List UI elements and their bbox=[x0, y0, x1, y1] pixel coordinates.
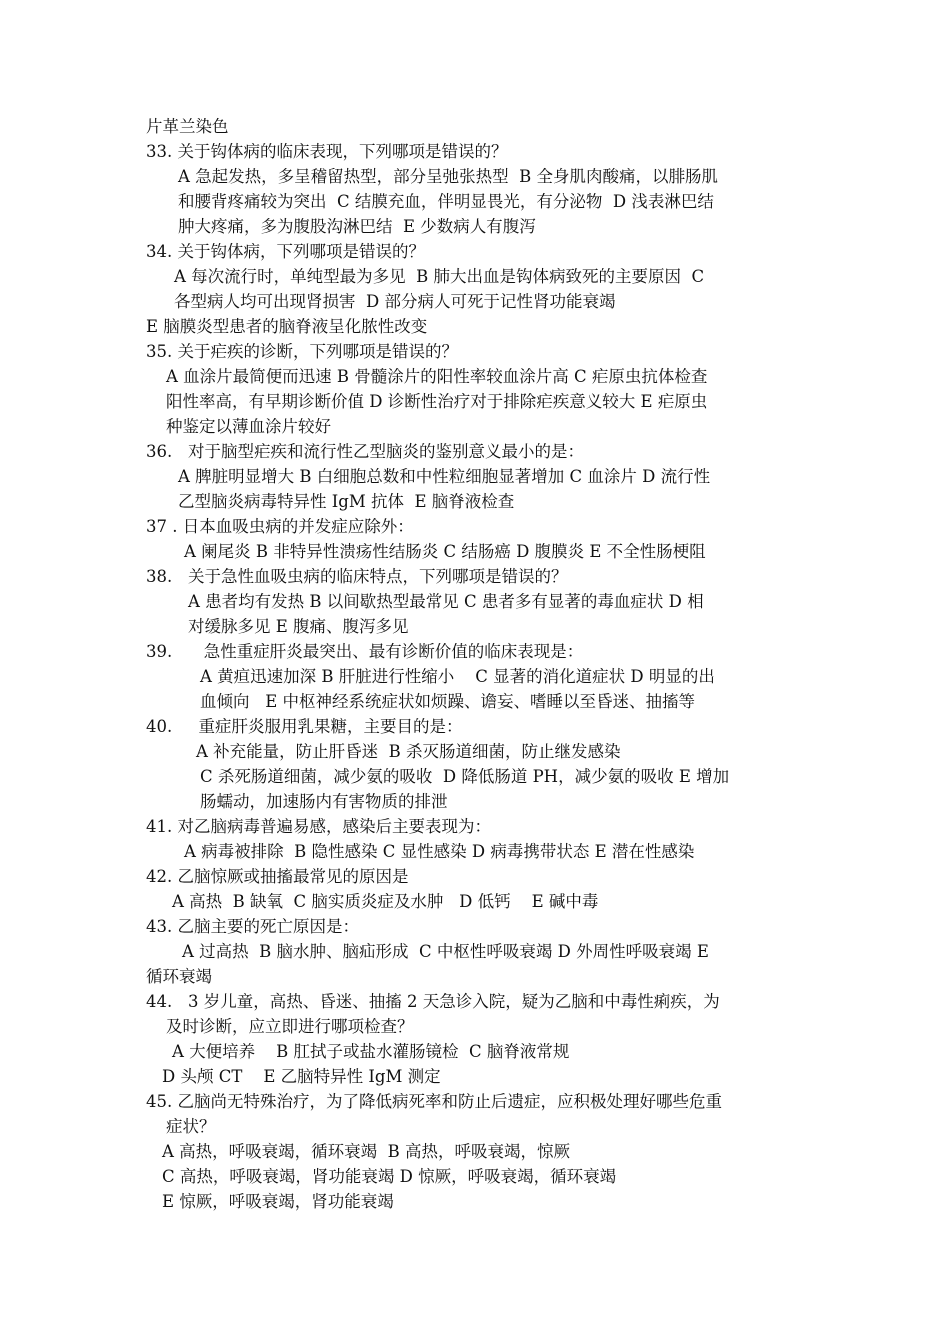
text-line: A 阑尾炎 B 非特异性溃疡性结肠炎 C 结肠癌 D 腹膜炎 E 不全性肠梗阻 bbox=[184, 542, 706, 561]
text-line: A 黄疸迅速加深 B 肝脏进行性缩小 C 显著的消化道症状 D 明显的出 bbox=[200, 667, 715, 686]
text-line: E 脑膜炎型患者的脑脊液呈化脓性改变 bbox=[146, 317, 428, 336]
text-line: A 过高热 B 脑水肿、脑疝形成 C 中枢性呼吸衰竭 D 外周性呼吸衰竭 E bbox=[182, 942, 709, 961]
text-line: A 每次流行时，单纯型最为多见 B 肺大出血是钩体病致死的主要原因 C bbox=[174, 267, 705, 286]
text-line: A 病毒被排除 B 隐性感染 C 显性感染 D 病毒携带状态 E 潜在性感染 bbox=[184, 842, 695, 861]
question-38: 38. 关于急性血吸虫病的临床特点，下列哪项是错误的？ bbox=[146, 567, 568, 586]
question-36: 36. 对于脑型疟疾和流行性乙型脑炎的鉴别意义最小的是： bbox=[146, 442, 584, 461]
text-line: C 高热，呼吸衰竭，肾功能衰竭 D 惊厥，呼吸衰竭，循环衰竭 bbox=[162, 1167, 617, 1186]
question-40: 40. 重症肝炎服用乳果糖，主要目的是： bbox=[146, 717, 463, 736]
text-line: 片革兰染色 bbox=[146, 117, 229, 136]
text-line: A 高热 B 缺氧 C 脑实质炎症及水肿 D 低钙 E 碱中毒 bbox=[172, 892, 599, 911]
question-33: 33. 关于钩体病的临床表现，下列哪项是错误的？ bbox=[146, 142, 508, 161]
text-line: A 补充能量，防止肝昏迷 B 杀灭肠道细菌，防止继发感染 bbox=[196, 742, 621, 761]
question-45: 45. 乙脑尚无特殊治疗，为了降低病死率和防止后遗症，应积极处理好哪些危重 bbox=[146, 1092, 722, 1111]
text-line: 阳性率高，有早期诊断价值 D 诊断性治疗对于排除疟疾意义较大 E 疟原虫 bbox=[166, 392, 708, 411]
text-line: 症状？ bbox=[166, 1117, 216, 1136]
text-line: C 杀死肠道细菌，减少氨的吸收 D 降低肠道 PH，减少氨的吸收 E 增加 bbox=[200, 767, 730, 786]
text-line: A 脾脏明显增大 B 白细胞总数和中性粒细胞显著增加 C 血涂片 D 流行性 bbox=[178, 467, 711, 486]
question-43: 43. 乙脑主要的死亡原因是： bbox=[146, 917, 359, 936]
text-line: A 急起发热，多呈稽留热型，部分呈弛张热型 B 全身肌肉酸痛，以腓肠肌 bbox=[178, 167, 719, 186]
question-41: 41. 对乙脑病毒普遍易感，感染后主要表现为： bbox=[146, 817, 491, 836]
question-42: 42. 乙脑惊厥或抽搐最常见的原因是 bbox=[146, 867, 409, 886]
text-line: 和腰背疼痛较为突出 C 结膜充血，伴明显畏光，有分泌物 D 浅表淋巴结 bbox=[178, 192, 714, 211]
text-line: E 惊厥，呼吸衰竭，肾功能衰竭 bbox=[162, 1192, 394, 1211]
text-line: D 头颅 CT E 乙脑特异性 IgM 测定 bbox=[162, 1067, 441, 1086]
question-39: 39. 急性重症肝炎最突出、最有诊断价值的临床表现是： bbox=[146, 642, 584, 661]
question-35: 35. 关于疟疾的诊断，下列哪项是错误的？ bbox=[146, 342, 458, 361]
text-line: 及时诊断，应立即进行哪项检查？ bbox=[166, 1017, 414, 1036]
text-line: 肿大疼痛，多为腹股沟淋巴结 E 少数病人有腹泻 bbox=[178, 217, 536, 236]
text-line: A 患者均有发热 B 以间歇热型最常见 C 患者多有显著的毒血症状 D 相 bbox=[188, 592, 704, 611]
text-line: A 大便培养 B 肛拭子或盐水灌肠镜检 C 脑脊液常规 bbox=[172, 1042, 570, 1061]
question-34: 34. 关于钩体病，下列哪项是错误的？ bbox=[146, 242, 425, 261]
text-line: 循环衰竭 bbox=[146, 967, 212, 986]
text-line: A 高热，呼吸衰竭，循环衰竭 B 高热，呼吸衰竭，惊厥 bbox=[162, 1142, 571, 1161]
question-44: 44. 3 岁儿童，高热、昏迷、抽搐 2 天急诊入院，疑为乙脑和中毒性痢疾，为 bbox=[146, 992, 720, 1011]
text-line: 种鉴定以薄血涂片较好 bbox=[166, 417, 331, 436]
text-line: A 血涂片最简便而迅速 B 骨髓涂片的阳性率较血涂片高 C 疟原虫抗体检查 bbox=[166, 367, 708, 386]
text-line: 对缓脉多见 E 腹痛、腹泻多见 bbox=[188, 617, 409, 636]
text-line: 肠蠕动，加速肠内有害物质的排泄 bbox=[200, 792, 448, 811]
question-37: 37 . 日本血吸虫病的并发症应除外： bbox=[146, 517, 414, 536]
text-line: 各型病人均可出现肾损害 D 部分病人可死于记性肾功能衰竭 bbox=[174, 292, 616, 311]
text-line: 血倾向 E 中枢神经系统症状如烦躁、谵妄、嗜睡以至昏迷、抽搐等 bbox=[200, 692, 696, 711]
text-line: 乙型脑炎病毒特异性 IgM 抗体 E 脑脊液检查 bbox=[178, 492, 515, 511]
